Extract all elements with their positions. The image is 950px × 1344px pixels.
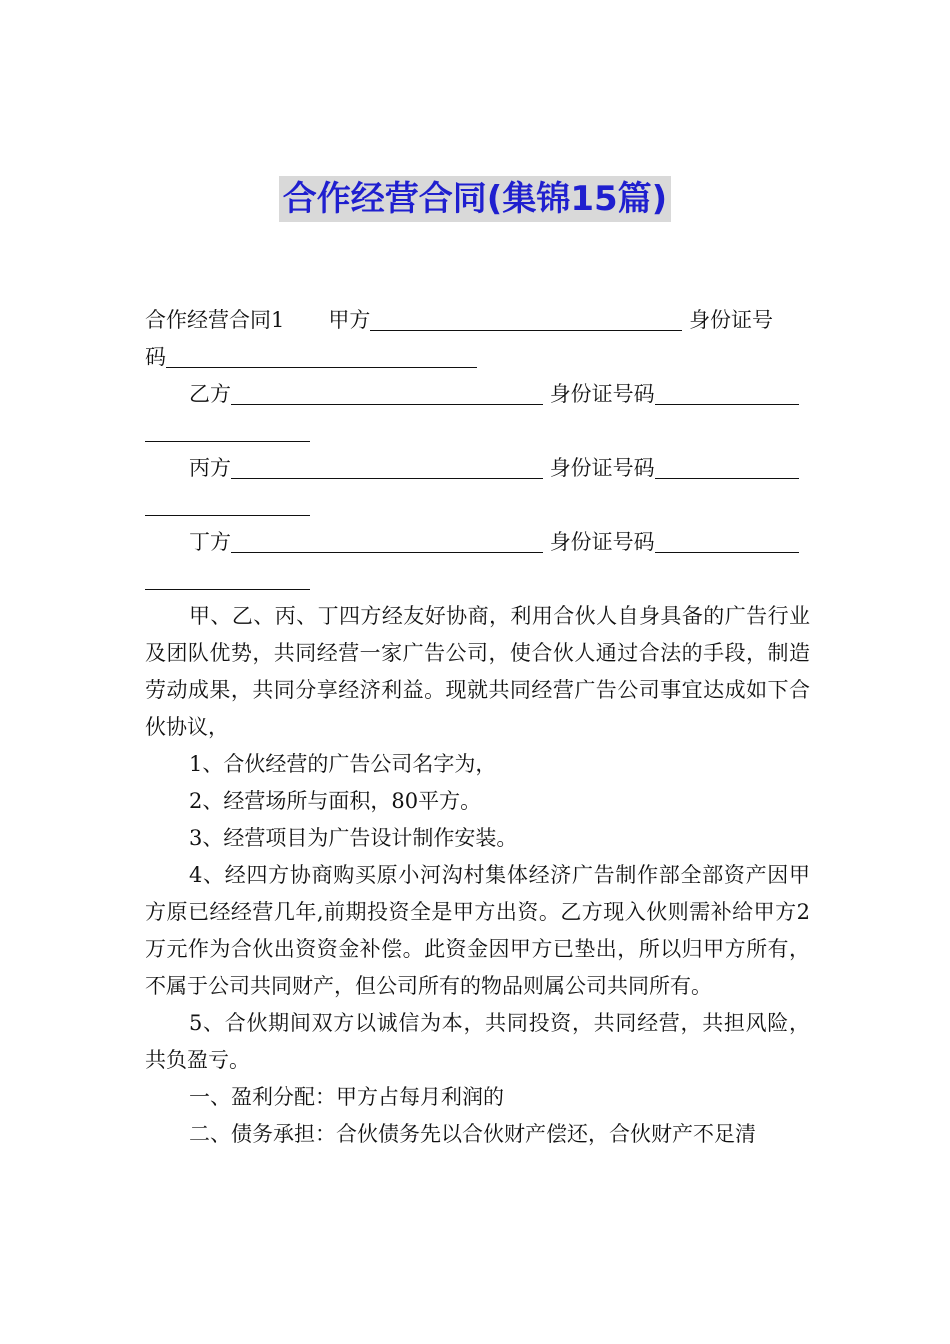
intro-paragraph: 甲、乙、丙、丁四方经友好协商，利用合伙人自身具备的广告行业及团队优势，共同经营一家广告公司，使合伙人通过合法的手段，制造劳动成果，共同分享经济利益。现就共同经营广告公司事宜达成如下合伙协议， [145, 604, 810, 739]
party-d-label: 丁方 [189, 530, 231, 554]
party-b-id-continuation [145, 413, 810, 450]
party-c-id-blank [655, 452, 799, 479]
party-d-id-blank-cont [145, 563, 310, 590]
party-b-id-blank-cont [145, 415, 310, 442]
party-d-name-blank [231, 526, 543, 553]
party-b-id-blank [655, 378, 799, 405]
title-block [0, 176, 950, 222]
party-a-label: 甲方 [328, 308, 371, 332]
clause-5: 5、合伙期间双方以诚信为本，共同投资，共同经营，共担风险，共负盈亏。 [145, 1011, 810, 1072]
party-d-id-continuation [145, 561, 810, 598]
party-d-line [145, 524, 810, 561]
party-d-id-blank [655, 526, 799, 553]
party-b-line [145, 376, 810, 413]
party-a-name-blank [370, 304, 682, 331]
document-body [145, 302, 810, 1153]
party-a-id-label-cont: 码 [145, 345, 166, 369]
clause-2: 2、经营场所与面积，80平方。 [189, 789, 482, 813]
party-b-label: 乙方 [189, 382, 231, 406]
party-a-id-label: 身份证号 [689, 308, 774, 332]
party-c-line [145, 450, 810, 487]
clause-3: 3、经营项目为广告设计制作安装。 [189, 826, 518, 850]
clause-4: 4、经四方协商购买原小河沟村集体经济广告制作部全部资产因甲方原已经经营几年,前期投资全是甲方出资。乙方现入伙则需补给甲方2万元作为合伙出资资金补偿。此资金因甲方已垫出，所以归甲方所有，不属于公司共同财产，但公司所有的物品则属公司共同所有。 [145, 863, 810, 998]
debt-bearing: 二、债务承担：合伙债务先以合伙财产偿还，合伙财产不足清 [189, 1122, 756, 1146]
party-d-id-label: 身份证号码 [549, 530, 655, 554]
section-label: 合作经营合同1 [145, 308, 285, 332]
profit-distribution: 一、盈利分配：甲方占每月利润的 [189, 1085, 504, 1109]
clause-1: 1、合伙经营的广告公司名字为， [189, 752, 497, 776]
document-title: 合作经营合同(集锦15篇) [279, 176, 671, 222]
party-c-label: 丙方 [189, 456, 231, 480]
party-c-id-continuation [145, 487, 810, 524]
party-c-id-blank-cont [145, 489, 310, 516]
party-a-line [145, 302, 810, 376]
party-c-name-blank [231, 452, 543, 479]
party-b-name-blank [231, 378, 543, 405]
party-c-id-label: 身份证号码 [549, 456, 655, 480]
party-a-id-blank [166, 341, 477, 368]
party-b-id-label: 身份证号码 [549, 382, 655, 406]
